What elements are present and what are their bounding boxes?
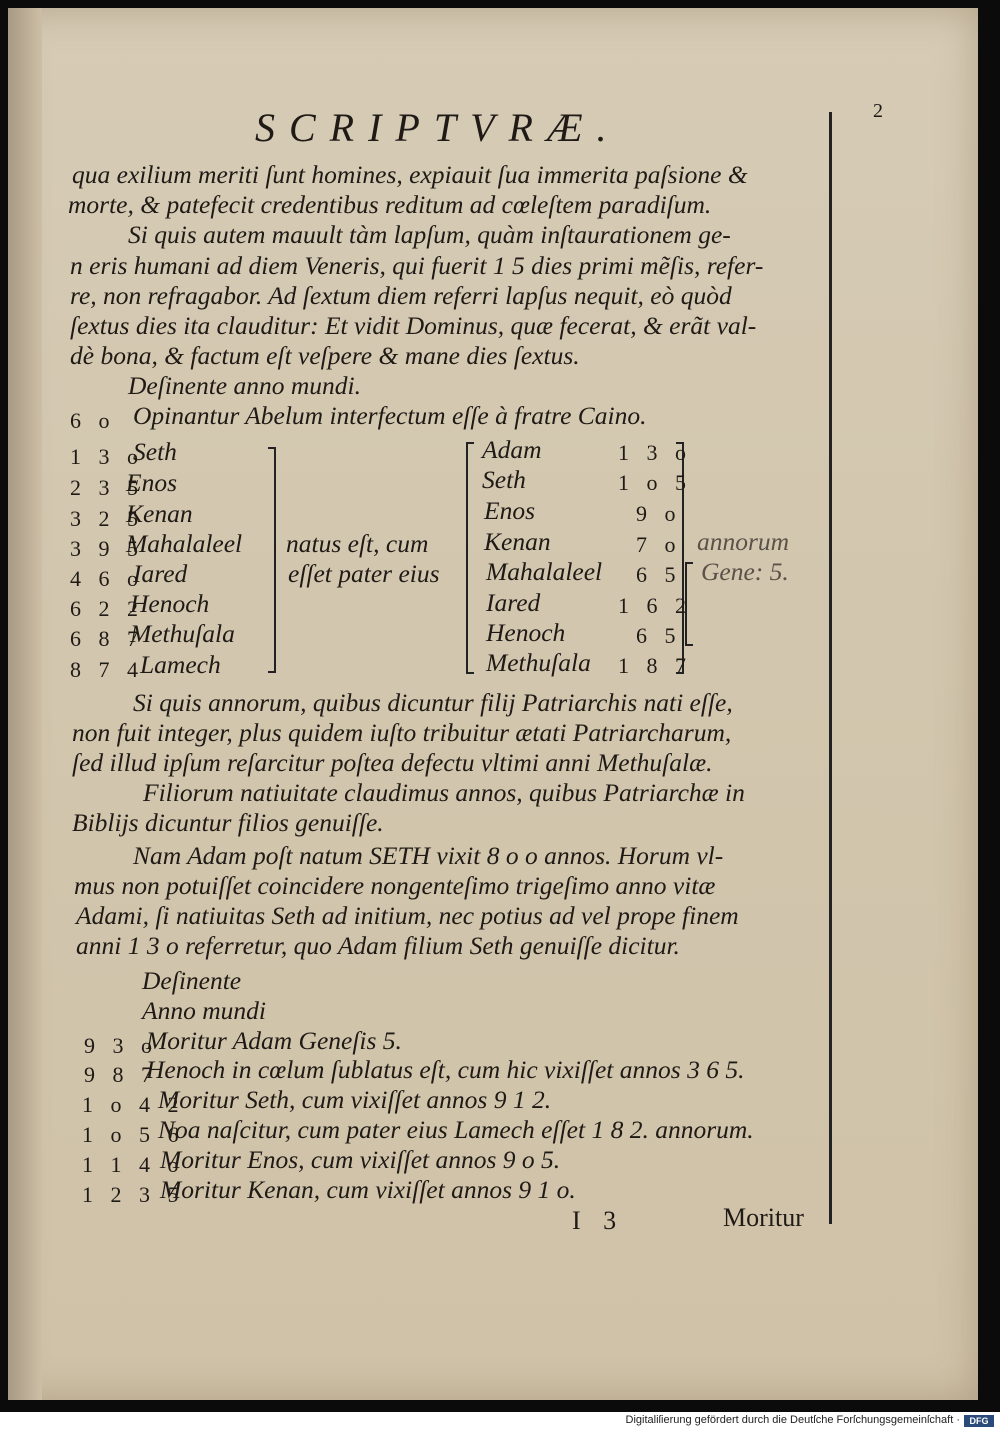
text-line: ſextus dies ita clauditur: Et vidit Dominus, quæ fecerat, & erãt val- [70, 311, 757, 340]
text-line: re, non refragabor. Ad ſextum diem referri lapſus nequit, eò quòd [70, 281, 732, 310]
table-phrase: annorum [697, 527, 790, 556]
text-line: Henoch in cœlum ſublatus eſt, cum hic vixiſſet annos 3 6 5. [146, 1055, 745, 1084]
year-number: 1 1 4 o [82, 1152, 185, 1177]
dfg-logo: DFG [964, 1415, 994, 1427]
bible-reference: Gene: 5. [701, 557, 789, 586]
running-header: SCRIPTVRÆ. [255, 105, 621, 150]
patriarch-name: Kenan [126, 499, 193, 528]
text-line: Si quis autem mauult tàm lapſum, quàm inſtaurationem ge- [128, 220, 731, 249]
patriarch-name: Enos [126, 468, 177, 497]
year-number: 9 3 o [84, 1033, 158, 1058]
year-number: 2 3 5 [70, 475, 144, 500]
text-line: n eris humani ad diem Veneris, qui fuerit 1 5 dies primi mẽſis, refer- [70, 251, 764, 280]
year-number: 6 2 2 [70, 596, 144, 621]
year-number: 4 6 o [70, 566, 144, 591]
patriarch-name: Adam [482, 435, 542, 464]
patriarch-name: Seth [482, 465, 526, 494]
patriarch-name: Mahalaleel [486, 557, 603, 586]
text-line: qua exilium meriti ſunt homines, expiauit ſua immerita paſsione & [72, 160, 748, 189]
year-number: 6 8 7 [70, 626, 144, 651]
text-line: morte, & patefecit credentibus reditum ad cœleſtem paradiſum. [68, 190, 712, 219]
text-line: ſed illud ipſum reſarcitur poſtea defectu vltimi anni Methuſalæ. [72, 748, 713, 777]
age-number: 6 5 [636, 562, 682, 587]
text-line: Adami, ſi natiuitas Seth ad initium, nec potius ad vel prope finem [76, 901, 739, 930]
age-number: 7 o [636, 532, 682, 557]
year-number: 3 2 5 [70, 506, 144, 531]
catchword: Moritur [723, 1203, 804, 1232]
text-line: Moritur Kenan, cum vixiſſet annos 9 1 o. [160, 1175, 576, 1204]
text-line: Opinantur Abelum interfectum eſſe à fratre Caino. [133, 401, 647, 430]
age-number: 1 3 o [618, 440, 692, 465]
text-line: Moritur Seth, cum vixiſſet annos 9 1 2. [158, 1085, 552, 1114]
patriarch-name: Mahalaleel [126, 529, 243, 558]
footer-credit: Digitaliſierung gefördert durch die Deutſche Forſchungsgemeinſchaft · [625, 1414, 960, 1426]
text-line: non fuit integer, plus quidem iuſto tribuitur ætati Patriarcharum, [72, 718, 732, 747]
age-number: 6 5 [636, 623, 682, 648]
patriarch-name: Methuſala [486, 648, 591, 677]
patriarch-name: Enos [484, 496, 535, 525]
left-bracket [268, 447, 276, 673]
patriarch-name: Henoch [130, 589, 210, 618]
age-number: 1 6 2 [618, 593, 692, 618]
patriarch-name: Henoch [486, 618, 566, 647]
year-number: 1 2 3 5 [82, 1182, 185, 1207]
text-line: Anno mundi [142, 996, 266, 1025]
year-number: 1 3 o [70, 444, 144, 469]
year-number: 1 o 5 6 [82, 1122, 185, 1147]
table-phrase: natus eſt, cum [286, 529, 429, 558]
text-line: Si quis annorum, quibus dicuntur filij Patriarchis nati eſſe, [133, 688, 733, 717]
text-line: mus non potuiſſet coincidere nongenteſimo trigeſimo anno vitæ [74, 871, 716, 900]
page-gutter [8, 8, 42, 1400]
age-number: 1 8 7 [618, 653, 692, 678]
age-number: 1 o 5 [618, 470, 692, 495]
digitization-footer [0, 1412, 1000, 1431]
table-phrase: eſſet pater eius [288, 559, 440, 588]
text-line: Nam Adam poſt natum SETH vixit 8 o o annos. Horum vl- [133, 841, 724, 870]
year-number: 9 8 7 [84, 1062, 158, 1087]
text-line: Biblijs dicuntur filios genuiſſe. [72, 808, 384, 837]
right-bracket [466, 442, 474, 674]
text-line: dè bona, & factum eſt veſpere & mane dies ſextus. [70, 341, 580, 370]
year-number: 6 o [70, 408, 116, 433]
patriarch-name: Kenan [484, 527, 551, 556]
text-line: anni 1 3 o referretur, quo Adam filium Seth genuiſſe dicitur. [76, 931, 680, 960]
age-number: 9 o [636, 501, 682, 526]
year-number: 8 7 4 [70, 657, 144, 682]
text-line: Moritur Adam Geneſis 5. [146, 1026, 402, 1055]
text-line: Filiorum natiuitate claudimus annos, quibus Patriarchæ in [143, 778, 745, 807]
year-number: 3 9 5 [70, 536, 144, 561]
patriarch-name: Seth [133, 437, 177, 466]
patriarch-name: Iared [133, 559, 188, 588]
patriarch-name: Methuſala [130, 619, 235, 648]
patriarch-name: Iared [486, 588, 541, 617]
text-line: Moritur Enos, cum vixiſſet annos 9 o 5. [160, 1145, 561, 1174]
year-number: 1 o 4 2 [82, 1092, 185, 1117]
text-line: Deſinente anno mundi. [128, 371, 361, 400]
patriarch-name: Lamech [140, 650, 221, 679]
signature-mark: I 3 [572, 1206, 625, 1235]
text-line: Noa naſcitur, cum pater eius Lamech eſſet 1 8 2. annorum. [158, 1115, 754, 1144]
text-line: Deſinente [142, 966, 242, 995]
margin-rule [829, 112, 832, 1224]
folio-number: 2 [873, 100, 883, 122]
